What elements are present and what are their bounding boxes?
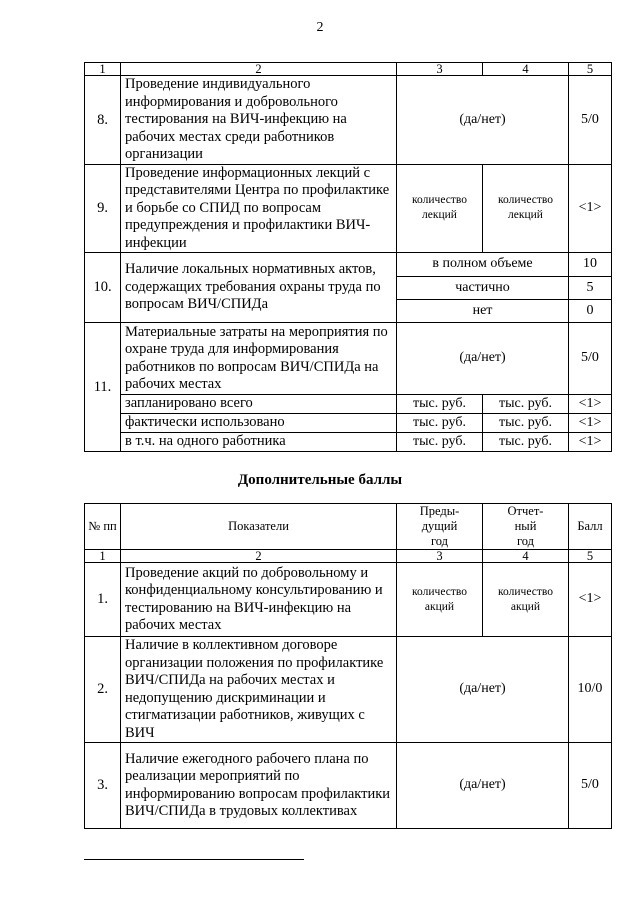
row-number: 1.	[85, 563, 121, 637]
col-number: 3	[397, 63, 483, 76]
row-score: <1>	[569, 563, 612, 637]
subrow-prev-year: тыс. руб.	[397, 414, 483, 433]
page-number: 2	[316, 20, 324, 35]
column-number-row	[85, 63, 612, 76]
row-number: 2.	[85, 637, 121, 743]
row-prev-year: количество акций	[397, 563, 483, 637]
col-number: 2	[121, 550, 397, 563]
col-number: 5	[569, 63, 612, 76]
table-row	[85, 253, 612, 277]
subrow-report-year: тыс. руб.	[483, 414, 569, 433]
table-row	[85, 164, 612, 253]
subrow-score: <1>	[569, 433, 612, 452]
col-number: 5	[569, 550, 612, 563]
subrow-report-year: тыс. руб.	[483, 433, 569, 452]
table-subrow	[85, 433, 612, 452]
table-row	[85, 743, 612, 829]
option-label: нет	[397, 300, 569, 323]
section-title: Дополнительные баллы	[237, 472, 403, 488]
column-number-row	[85, 550, 612, 563]
row-description: Проведение акций по добровольному и конфиденциальному консультированию и тестированию на ВИЧ-инфекцию на рабочих местах	[121, 563, 397, 637]
row-report-year: количество акций	[483, 563, 569, 637]
col-number: 3	[397, 550, 483, 563]
row-description: Наличие в коллективном договоре организации положения по профилактике ВИЧ/СПИДа на рабочих местах и недопущению дискриминации и стигматизации работников, живущих с ВИЧ	[121, 637, 397, 743]
table-row	[85, 637, 612, 743]
row-description: Проведение индивидуального информирования и добровольного тестирования на ВИЧ-инфекцию на рабочих местах среди работников организации	[121, 76, 397, 165]
header-prev-year: Преды- дущий год	[397, 504, 483, 550]
subrow-report-year: тыс. руб.	[483, 395, 569, 414]
header-report-year: Отчет- ный год	[483, 504, 569, 550]
subrow-label: в т.ч. на одного работника	[121, 433, 397, 452]
row-number: 11.	[85, 323, 121, 452]
header-indicator: Показатели	[121, 504, 397, 550]
option-score: 0	[569, 300, 612, 323]
row-value: (да/нет)	[397, 637, 569, 743]
subrow-label: фактически использовано	[121, 414, 397, 433]
additional-points-table	[84, 503, 612, 829]
row-score: 5/0	[569, 323, 612, 395]
row-description: Проведение информационных лекций с представителями Центра по профилактике и борьбе со СПИД по вопросам предупреждения и профилактики ВИЧ-инфекции	[121, 164, 397, 253]
subrow-prev-year: тыс. руб.	[397, 395, 483, 414]
table-header-row	[85, 504, 612, 550]
table-row	[85, 563, 612, 637]
subrow-score: <1>	[569, 395, 612, 414]
table-subrow	[85, 395, 612, 414]
footnote-divider	[84, 859, 304, 860]
subrow-score: <1>	[569, 414, 612, 433]
row-score: <1>	[569, 164, 612, 253]
col-number: 1	[85, 63, 121, 76]
subrow-prev-year: тыс. руб.	[397, 433, 483, 452]
row-report-year: количество лекций	[483, 164, 569, 253]
subrow-label: запланировано всего	[121, 395, 397, 414]
row-score: 10/0	[569, 637, 612, 743]
row-value: (да/нет)	[397, 323, 569, 395]
header-score: Балл	[569, 504, 612, 550]
option-score: 10	[569, 253, 612, 277]
row-number: 8.	[85, 76, 121, 165]
row-score: 5/0	[569, 76, 612, 165]
header-number: № пп	[85, 504, 121, 550]
row-score: 5/0	[569, 743, 612, 829]
row-value: (да/нет)	[397, 76, 569, 165]
row-description: Наличие локальных нормативных актов, содержащих требования охраны труда по вопросам ВИЧ/СПИДа	[121, 253, 397, 323]
row-prev-year: количество лекций	[397, 164, 483, 253]
table-row	[85, 323, 612, 395]
col-number: 4	[483, 63, 569, 76]
row-description: Наличие ежегодного рабочего плана по реализации мероприятий по информированию вопросам профилактики ВИЧ/СПИДа в трудовых коллективах	[121, 743, 397, 829]
row-description: Материальные затраты на мероприятия по охране труда для информирования работников по вопросам ВИЧ/СПИДа на рабочих местах	[121, 323, 397, 395]
col-number: 4	[483, 550, 569, 563]
table-row	[85, 76, 612, 165]
table-subrow	[85, 414, 612, 433]
col-number: 2	[121, 63, 397, 76]
row-value: (да/нет)	[397, 743, 569, 829]
row-number: 10.	[85, 253, 121, 323]
criteria-table	[84, 62, 612, 452]
option-score: 5	[569, 277, 612, 300]
option-label: в полном объеме	[397, 253, 569, 277]
row-number: 9.	[85, 164, 121, 253]
option-label: частично	[397, 277, 569, 300]
col-number: 1	[85, 550, 121, 563]
row-number: 3.	[85, 743, 121, 829]
